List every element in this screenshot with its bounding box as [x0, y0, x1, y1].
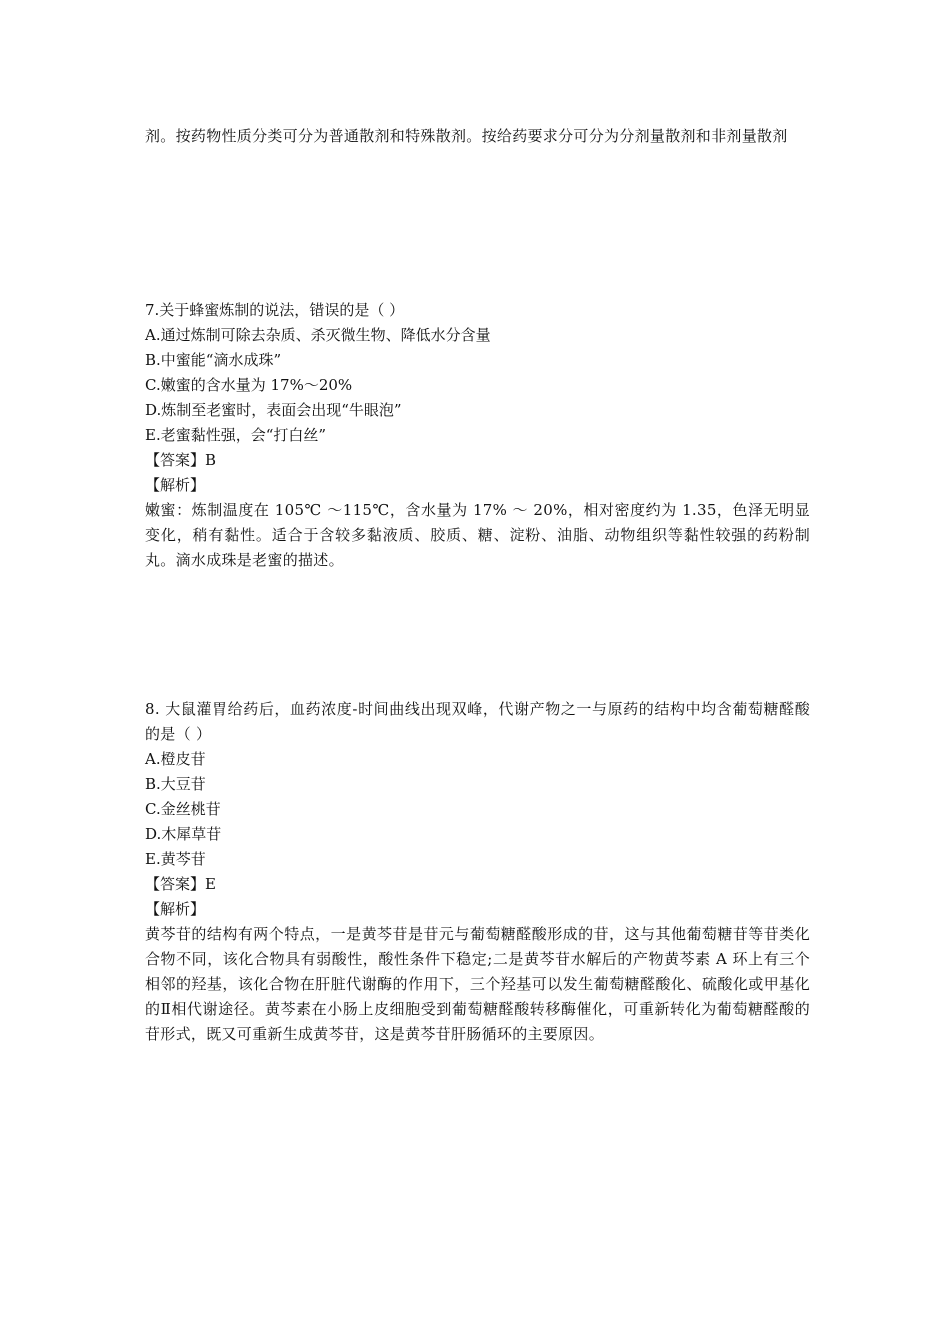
- question-8-option-d: D.木犀草苷: [145, 825, 222, 843]
- question-7-option-e: E.老蜜黏性强，会“打白丝”: [145, 426, 327, 444]
- question-8-option-c: C.金丝桃苷: [145, 800, 221, 818]
- question-8-stem: 8. 大鼠灌胃给药后，血药浓度-时间曲线出现双峰，代谢产物之一与原药的结构中均含葡萄糖醛酸的是（ ）: [145, 700, 810, 743]
- question-7: [145, 298, 810, 573]
- question-8-option-e: E.黄芩苷: [145, 850, 206, 868]
- intro-paragraph: 剂。按药物性质分类可分为普通散剂和特殊散剂。按给药要求分可分为分剂量散剂和非剂量散剂: [145, 127, 788, 145]
- question-8-option-b: B.大豆苷: [145, 775, 206, 793]
- question-7-option-b: B.中蜜能“滴水成珠”: [145, 351, 282, 369]
- question-7-analysis: 嫩蜜：炼制温度在 105℃ ～115℃，含水量为 17% ～ 20%，相对密度约为 1.35，色泽无明显变化，稍有黏性。适合于含较多黏液质、胶质、糖、淀粉、油脂、动物组织等黏性较强的药粉制丸。滴水成珠是老蜜的描述。: [145, 501, 810, 569]
- question-7-option-a: A.通过炼制可除去杂质、杀灭微生物、降低水分含量: [145, 326, 491, 344]
- question-8: [145, 697, 810, 1047]
- question-7-option-c: C.嫩蜜的含水量为 17%～20%: [145, 376, 353, 394]
- question-8-answer: 【答案】E: [145, 875, 216, 893]
- question-8-analysis: 黄芩苷的结构有两个特点，一是黄芩苷是苷元与葡萄糖醛酸形成的苷，这与其他葡萄糖苷等苷类化合物不同，该化合物具有弱酸性，酸性条件下稳定;二是黄芩苷水解后的产物黄芩素 A 环上有三个相邻的羟基，该化合物在肝脏代谢酶的作用下，三个羟基可以发生葡萄糖醛酸化、硫酸化或甲基化的Ⅱ相代谢途径。黄芩素在小肠上皮细胞受到葡萄糖醛酸转移酶催化，可重新转化为葡萄糖醛酸的苷形式，既又可重新生成黄芩苷，这是黄芩苷肝肠循环的主要原因。: [145, 925, 810, 1043]
- question-8-option-a: A.橙皮苷: [145, 750, 206, 768]
- question-7-option-d: D.炼制至老蜜时，表面会出现“牛眼泡”: [145, 401, 402, 419]
- question-7-analysis-label: 【解析】: [145, 476, 206, 494]
- question-7-answer: 【答案】B: [145, 451, 217, 469]
- question-7-stem: 7.关于蜂蜜炼制的说法，错误的是（ ）: [145, 301, 405, 319]
- question-8-analysis-label: 【解析】: [145, 900, 206, 918]
